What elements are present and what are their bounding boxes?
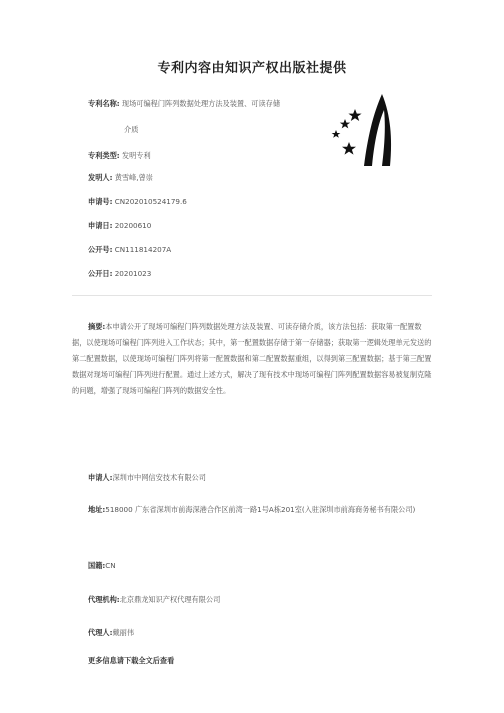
section-divider — [72, 295, 432, 296]
country-value: CN — [105, 561, 116, 570]
publication-date-value: 20201023 — [114, 269, 152, 278]
publication-date-label: 公开日: — [88, 269, 113, 278]
application-number-label: 申请号: — [88, 197, 113, 206]
patent-type-label: 专利类型: — [88, 151, 120, 160]
patent-type-value: 发明专利 — [121, 151, 151, 160]
patent-name-label: 专利名称: — [88, 99, 120, 108]
abstract-text: 本申请公开了现场可编程门阵列数据处理方法及装置、可读存储介质，该方法包括：获取第一配置数据，以使现场可编程门阵列进入工作状态；其中，第一配置数据存储于第一存储器；获取第一逻辑处理单元发送的第二配置数据，以使现场可编程门阵列将第一配置数据和第二配置数据重组，以得到第三配置数据；基于第三配置数据对现场可编程门阵列进行配置。通过上述方式，解决了现有技术中现场可编程门阵列配置数据容易被复制克隆的问题，增强了现场可编程门阵列的数据安全性。 — [72, 322, 432, 395]
inventor-value: 黄雪峰,曾崇 — [114, 173, 153, 182]
publication-number-value: CN111814207A — [114, 245, 172, 254]
applicant-row — [88, 472, 206, 484]
patent-name-row — [88, 98, 280, 110]
agent-row — [88, 627, 134, 639]
applicant-label: 申请人: — [88, 473, 113, 482]
address-label: 地址: — [88, 505, 106, 514]
inventor-label: 发明人: — [88, 173, 113, 182]
abstract — [72, 319, 434, 399]
patent-name-value: 现场可编程门阵列数据处理方法及装置、可读存储 — [121, 99, 281, 108]
application-date-row — [88, 220, 151, 232]
country-label: 国籍: — [88, 561, 106, 570]
application-number-row — [88, 196, 187, 208]
agent-label: 代理人: — [88, 628, 113, 637]
country-row — [88, 560, 116, 572]
inventor-row — [88, 172, 153, 184]
publication-date-row — [88, 268, 151, 280]
application-date-label: 申请日: — [88, 221, 113, 230]
patent-type-row — [88, 150, 151, 162]
patent-name-cont-row — [124, 124, 138, 136]
address-value: 518000 广东省深圳市前海深港合作区前湾一路1号A栋201室(入驻深圳市前海商务秘书有限公司) — [105, 505, 416, 514]
abstract-label: 摘要: — [88, 322, 106, 331]
more-info-note: 更多信息请下载全文后查看 — [88, 656, 175, 665]
publication-number-label: 公开号: — [88, 245, 113, 254]
agency-row — [88, 594, 220, 606]
application-date-value: 20200610 — [114, 221, 152, 230]
publication-number-row — [88, 244, 171, 256]
agent-value: 戴丽伟 — [112, 628, 135, 637]
agency-label: 代理机构: — [88, 595, 120, 604]
application-number-value: CN202010524179.6 — [114, 197, 187, 206]
patent-name-value-cont: 介质 — [124, 125, 139, 134]
page-title: 专利内容由知识产权出版社提供 — [157, 61, 347, 76]
agency-value: 北京鼎龙知识产权代理有限公司 — [119, 595, 221, 604]
patent-office-logo-icon — [328, 88, 428, 168]
applicant-value: 深圳市中网信安技术有限公司 — [112, 473, 206, 482]
address-row — [72, 502, 432, 518]
